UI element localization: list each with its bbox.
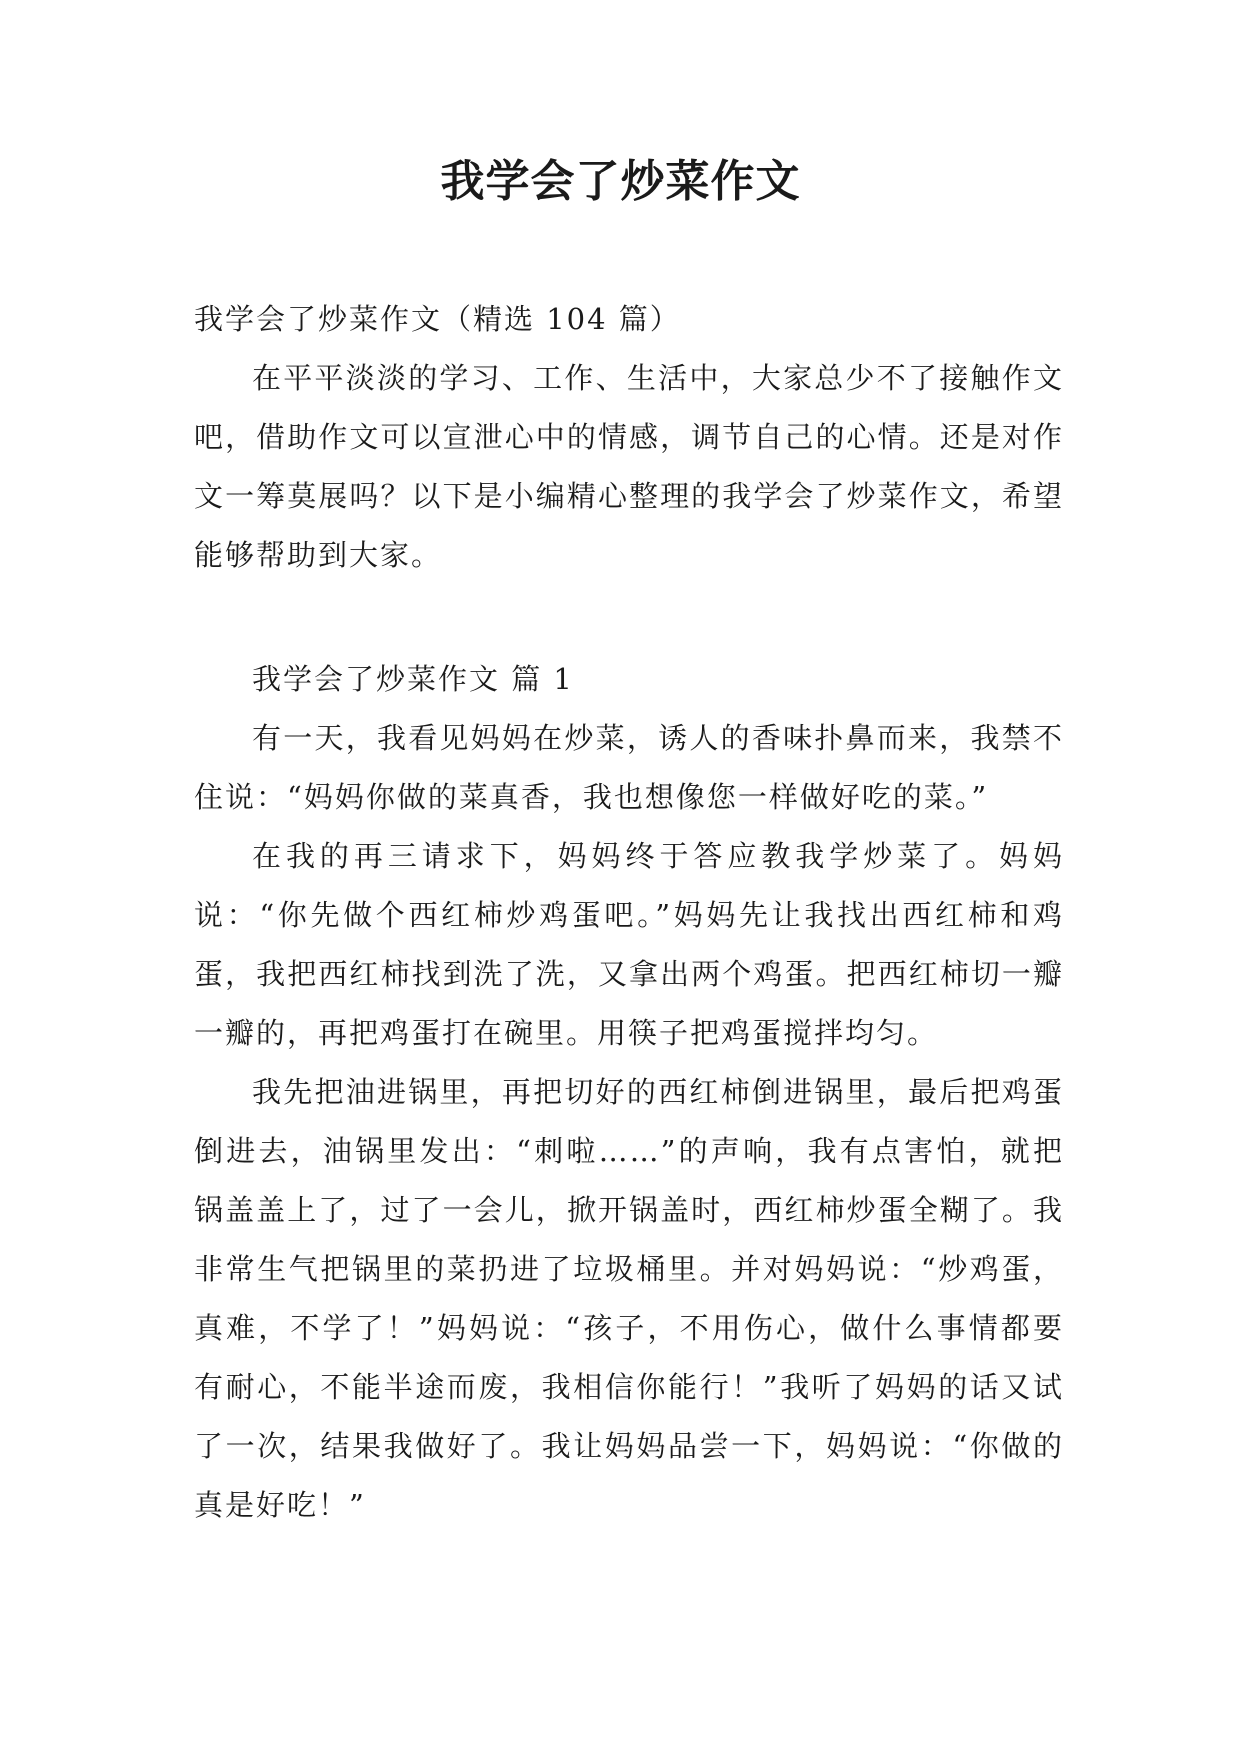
section-spacer (194, 585, 1064, 650)
intro-paragraph: 在平平淡淡的学习、工作、生活中，大家总少不了接触作文吧，借助作文可以宣泄心中的情感，调节自己的心情。还是对作文一筹莫展吗？以下是小编精心整理的我学会了炒菜作文，希望能够帮助到大家。 (194, 361, 1064, 572)
section-heading: 我学会了炒菜作文 篇 1 (252, 662, 574, 696)
body-paragraph: 有一天，我看见妈妈在炒菜，诱人的香味扑鼻而来，我禁不住说：“妈妈你做的菜真香，我也想像您一样做好吃的菜。” (194, 721, 1064, 814)
document-title: 我学会了炒菜作文 (440, 156, 801, 207)
document-body (194, 290, 1064, 1535)
body-paragraph: 我先把油进锅里，再把切好的西红柿倒进锅里，最后把鸡蛋倒进去，油锅里发出：“刺啦……”的声响，我有点害怕，就把锅盖盖上了，过了一会儿，掀开锅盖时，西红柿炒蛋全糊了。我非常生气把锅里的菜扔进了垃圾桶里。并对妈妈说：“炒鸡蛋，真难，不学了！”妈妈说：“孩子，不用伤心，做什么事情都要有耐心，不能半途而废，我相信你能行！”我听了妈妈的话又试了一次，结果我做好了。我让妈妈品尝一下，妈妈说：“你做的真是好吃！” (194, 1075, 1064, 1522)
body-paragraph: 在我的再三请求下，妈妈终于答应教我学炒菜了。妈妈说：“你先做个西红柿炒鸡蛋吧。”妈妈先让我找出西红柿和鸡蛋，我把西红柿找到洗了洗，又拿出两个鸡蛋。把西红柿切一瓣一瓣的，再把鸡蛋打在碗里。用筷子把鸡蛋搅拌均匀。 (194, 839, 1064, 1050)
document-subtitle: 我学会了炒菜作文（精选 104 篇） (194, 302, 681, 336)
